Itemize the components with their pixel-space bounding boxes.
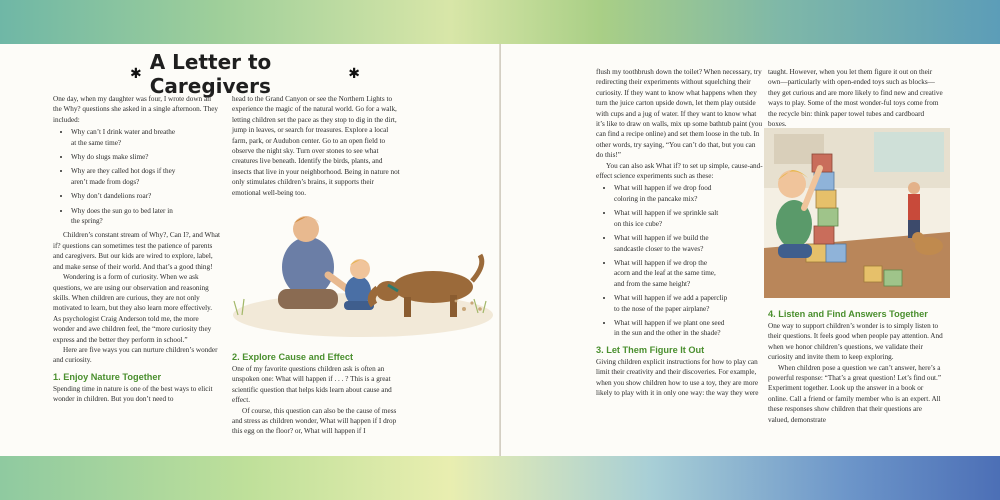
list-item: • What will happen if we sprinkle salt on this ice cube? [614, 208, 764, 229]
body-paragraph: You can also ask What if? to set up simple, cause-and-effect science experiments such as these: [596, 161, 763, 181]
top-watercolor-band [0, 0, 1000, 44]
sparkle-icon: ✱ [130, 66, 142, 82]
left-column-2 [232, 94, 402, 198]
child-blocks-illustration [764, 128, 950, 298]
why-questions-list [53, 127, 221, 226]
body-paragraph: Giving children explicit instructions for how to play can limit their creativity and their discoveries. For example, when you show children how to use a toy, they are more likely to play with it in only one way: the way they were [596, 357, 759, 397]
list-item: • Why can’t I drink water and breathe at the same time? [71, 127, 221, 148]
father-child-dog-illustration [228, 205, 498, 340]
body-paragraph: One way to support children’s wonder is to simply listen to their questions. It feels good when people pay attention. And when we honor children’s questions, we validate their curiosity and invite them to keep exploring. [768, 322, 943, 362]
body-paragraph: taught. However, when you let them figure it out on their own—particularly with open-ended toys such as blocks—they get curious and are more likely to find new and creative ways to play. Some of the most wonder-ful toys come from the recycle bin: think paper towel tubes and cardboard boxes. [768, 68, 943, 129]
what-if-questions-list [596, 183, 764, 338]
body-paragraph: When children pose a question we can’t answer, here’s a powerful response: “That’s a great question! Let’s find out.” Experiment together. Look up the answer in a book or online. Call a friend or family member who is an expert. All these responses show children that their questions are valued, demonstrate [768, 363, 942, 424]
section-heading-3: 3. Let Them Figure It Out [596, 344, 705, 355]
list-item: • What will happen if we drop food coloring in the pancake mix? [614, 183, 764, 204]
section-heading-1: 1. Enjoy Nature Together [53, 371, 162, 382]
body-paragraph: Children’s constant stream of Why?, Can I?, and What if? questions can sometimes test the patience of parents and caregivers. But our kids are wired to explore, label, and make sense of their world. And that’s a good thing! [53, 231, 221, 271]
body-paragraph: Of course, this question can also be the cause of mess and stress as children wonder, What will happen if I drop this egg on the floor? or, What will happen if I [232, 406, 397, 436]
list-item: • Why do slugs make slime? [71, 152, 221, 162]
list-item: • What will happen if we build the sandcastle closer to the waves? [614, 233, 764, 254]
body-paragraph: head to the Grand Canyon or see the Northern Lights to experience the magic of the natural world. Go for a walk, letting children set the pace as they stop to dig in the dirt, jump in leaves, or search for treasures. Explore a local farm, park, or Audubon center. Go to an open field to observe the night sky. Turn over stones to see what creatures live beneath. Identify the birds, plants, and insects that live in your neighborhood. Being in nature not only stimulates children’s brains, it supports their emotional well-being too. [232, 95, 400, 197]
intro-paragraph: One day, when my daughter was four, I wrote down all the Why? questions she asked in a single afternoon. They included: [53, 95, 219, 124]
right-column-2-lower [768, 303, 944, 425]
section-heading-2: 2. Explore Cause and Effect [232, 352, 354, 362]
left-column-1 [53, 94, 221, 405]
list-item: • What will happen if we plant one seed in the sun and the other in the shade? [614, 318, 764, 339]
list-item: • What will happen if we drop the acorn and the leaf at the same time, and from the same height? [614, 258, 764, 289]
right-column-1 [596, 67, 764, 398]
body-paragraph: Here are five ways you can nurture children’s wonder and curiosity. [53, 345, 218, 365]
list-item: • What will happen if we add a paperclip to the nose of the paper airplane? [614, 293, 764, 314]
list-item: • Why don’t dandelions roar? [71, 191, 221, 201]
bottom-watercolor-band [0, 456, 1000, 500]
body-paragraph: flush my toothbrush down the toilet? When necessary, try redirecting their experiments without squelching their curiosity. If they want to know what happens when they turn the juice carton upside down, let them play outside with cups and a jug of water. If they want to know what it’s like to draw on walls, mix up some bathtub paint (you can find a recipe online) and set them loose in the tub. In other words, try saying, “You can’t do that, but you can do this!” [596, 68, 763, 160]
adult-in-background [908, 182, 920, 238]
sparkle-icon: ✱ [348, 66, 360, 82]
page-title-block [130, 50, 360, 98]
body-paragraph: Wondering is a form of curiosity. When we ask questions, we are using our observation and reasoning skills. When children are curious, they are not only motivated to learn, but they also learn more effectively. As psychologist Craig Anderson told me, the more wonder and awe children feel, the “more curiosity they express and the better they perform in school.” [53, 273, 213, 344]
list-item: • Why are they called hot dogs if they aren’t made from dogs? [71, 166, 221, 187]
section-heading-4: 4. Listen and Find Answers Together [768, 309, 928, 319]
right-column-2 [768, 67, 944, 129]
left-column-2-lower [232, 346, 402, 437]
body-paragraph: One of my favorite questions children ask is often an unspoken one: What will happen if . . . ? This is a great scientific question that helps kids learn about cause and effect. [232, 365, 392, 405]
page-title: A Letter to Caregivers [149, 50, 272, 98]
list-item: • Why does the sun go to bed later in the spring? [71, 206, 221, 227]
book-gutter [499, 44, 501, 456]
body-paragraph: Spending time in nature is one of the best ways to elicit wonder in children. But you don’t need to [53, 384, 213, 404]
